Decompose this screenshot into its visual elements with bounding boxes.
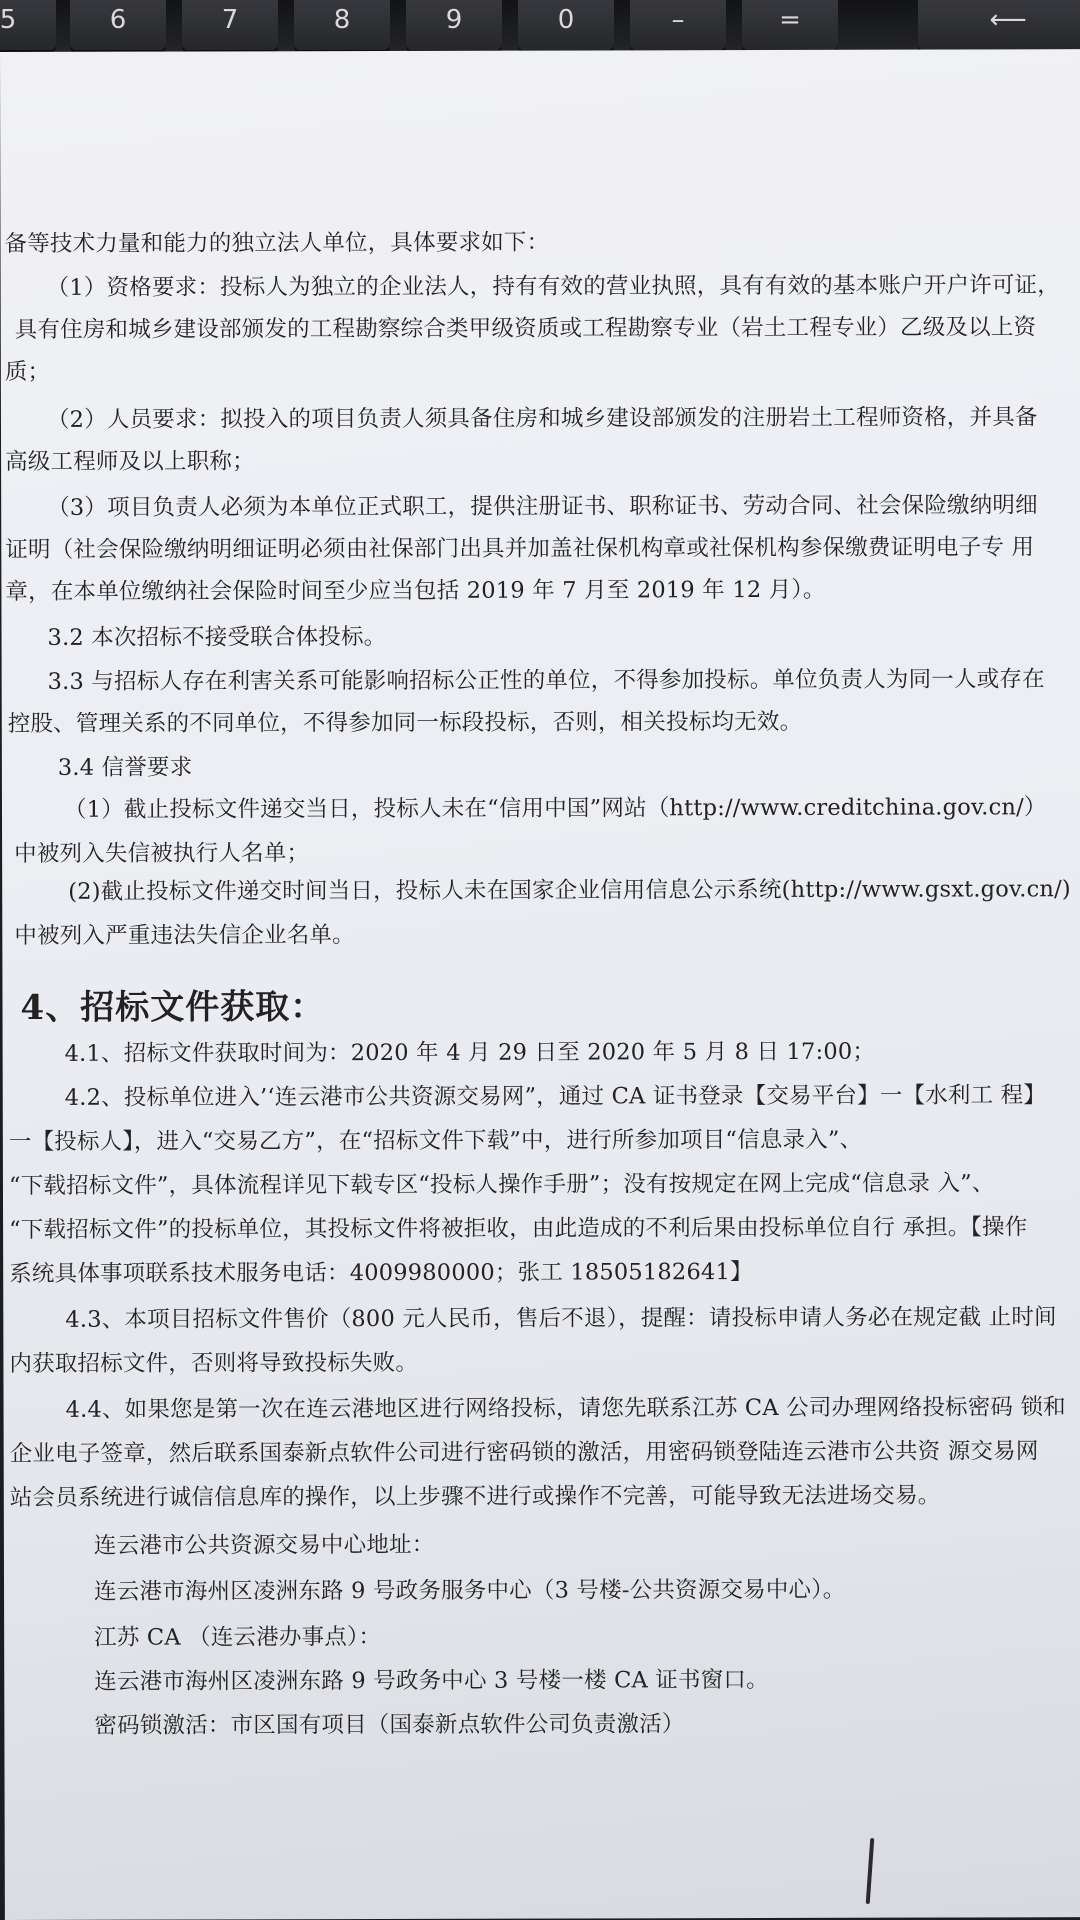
doc-line: （2）人员要求：拟投入的项目负责人须具备住房和城乡建设部颁发的注册岩土工程师资格，并具备 xyxy=(46,404,1038,433)
keyboard-key: = xyxy=(742,0,838,50)
doc-line: （3）项目负责人必须为本单位正式职工，提供注册证书、职称证书、劳动合同、社会保险缴纳明细 xyxy=(47,492,1038,521)
keyboard-key: – xyxy=(630,0,726,50)
doc-line: “下载招标文件”的投标单位，其投标文件将被拒收，由此造成的不利后果由投标单位自行 承担。【操作 xyxy=(9,1214,1028,1243)
doc-line: 连云港市公共资源交易中心地址： xyxy=(93,1531,435,1559)
doc-line: 具有住房和城乡建设部颁发的工程勘察综合类甲级资质或工程勘察专业（岩土工程专业）乙级及以上资 xyxy=(14,314,1037,343)
doc-line: 4.1、招标文件获取时间为：2020 年 4 月 29 日至 2020 年 5 月 8 日 17:00； xyxy=(64,1038,876,1067)
doc-line: （1）资格要求：投标人为独立的企业法人，持有有效的营业执照，具有有效的基本账户开户许可证， xyxy=(46,272,1060,301)
doc-line: 3.2 本次招标不接受联合体投标。 xyxy=(47,623,387,651)
doc-line: 4.4、如果您是第一次在连云港地区进行网络投标，请您先联系江苏 CA 公司办理网络投标密码 锁和 xyxy=(65,1394,1066,1423)
doc-line: 一【投标人】，进入“交易乙方”，在“招标文件下载”中，进行所参加项目“信息录入”、 xyxy=(8,1126,863,1155)
doc-line: 站会员系统进行诚信信息库的操作，以上步骤不进行或操作不完善，可能导致无法进场交易。 xyxy=(9,1482,941,1511)
keyboard-key: 9 xyxy=(406,0,502,50)
doc-line: 系统具体事项联系技术服务电话：4009980000；张工 18505182641】 xyxy=(9,1259,753,1287)
doc-line: 连云港市海州区凌洲东路 9 号政务中心 3 号楼一楼 CA 证书窗口。 xyxy=(94,1666,769,1695)
doc-line: 控股、管理关系的不同单位，不得参加同一标段投标，否则，相关投标均无效。 xyxy=(7,708,803,737)
doc-line: 江苏 CA （连云港办事点）： xyxy=(94,1624,382,1651)
doc-line: 高级工程师及以上职称； xyxy=(5,448,255,475)
doc-line: 密码锁激活：市区国有项目（国泰新点软件公司负责激活） xyxy=(94,1711,685,1739)
keyboard-key: 8 xyxy=(294,0,390,50)
keyboard-key: 0 xyxy=(518,0,614,50)
document-page xyxy=(0,49,1080,1920)
doc-line: 4.3、本项目招标文件售价（800 元人民币，售后不退），提醒：请投标申请人务必在规定截 止时间 xyxy=(65,1304,1057,1333)
doc-line: 质； xyxy=(4,358,51,385)
doc-line: 4.2、投标单位进入’‘连云港市公共资源交易网”，通过 CA 证书登录【交易平台】一【水利工 程】 xyxy=(64,1082,1047,1111)
doc-line: 备等技术力量和能力的独立法人单位，具体要求如下： xyxy=(4,229,550,257)
doc-line: (2)截止投标文件递交时间当日，投标人未在国家企业信用信息公示系统(http://www.gsxt.gov.cn/) xyxy=(68,876,1071,905)
doc-line: 企业电子签章，然后联系国泰新点软件公司进行密码锁的激活，用密码锁登陆连云港市公共资 源交易网 xyxy=(9,1438,1039,1467)
doc-line: （1）截止投标文件递交当日，投标人未在“信用中国”网站（http://www.creditchina.gov.cn/） xyxy=(63,794,1047,823)
keyboard-key: 7 xyxy=(182,0,278,50)
doc-line: 连云港市海州区凌洲东路 9 号政务服务中心（3 号楼-公共资源交易中心）。 xyxy=(93,1576,846,1605)
doc-line: 中被列入失信被执行人名单； xyxy=(14,840,310,867)
doc-line: 3.3 与招标人存在利害关系可能影响招标公正性的单位，不得参加投标。单位负责人为同一人或存在 xyxy=(47,666,1045,695)
keyboard-key-backspace: ⟵ xyxy=(918,0,1080,50)
doc-line: 中被列入严重违法失信企业名单。 xyxy=(14,922,355,949)
doc-line: 证明（社会保险缴纳明细证明必须由社保部门出具并加盖社保机构章或社保机构参保缴费证明电子专 用 xyxy=(5,534,1035,563)
doc-line: “下载招标文件”，具体流程详见下载专区“投标人操作手册”；没有按规定在网上完成“信息录 入”、 xyxy=(8,1170,995,1199)
doc-line: 3.4 信誉要求 xyxy=(57,754,193,781)
doc-line: 章，在本单位缴纳社会保险时间至少应当包括 2019 年 7 月至 2019 年 12 月）。 xyxy=(5,576,826,605)
keyboard-key: 5 xyxy=(0,0,56,50)
doc-line: 内获取招标文件，否则将导致投标失败。 xyxy=(9,1349,419,1377)
keyboard-key: 6 xyxy=(70,0,166,50)
section-heading: 4、招标文件获取： xyxy=(20,987,326,1028)
